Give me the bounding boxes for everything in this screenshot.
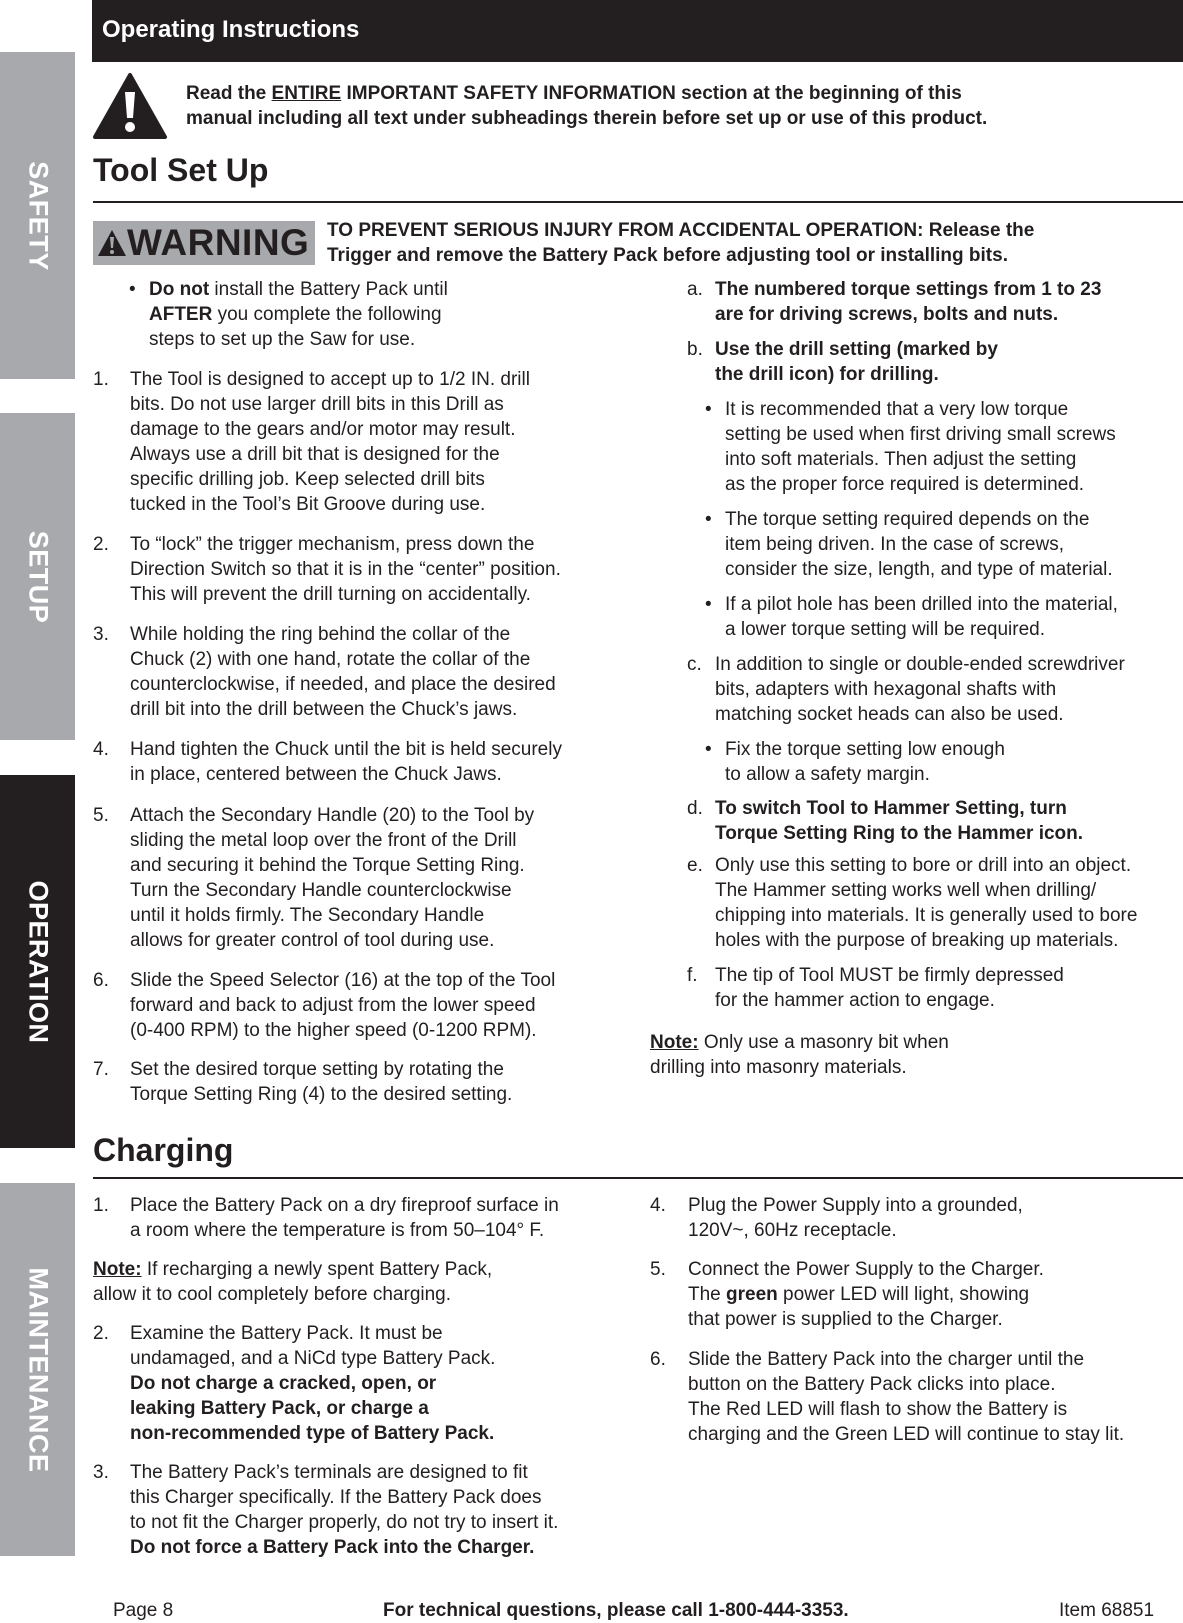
safety-notice: Read the ENTIRE IMPORTANT SAFETY INFORMATION section at the beginning of this manual including all text under subheadings therein before set up or use of this product. xyxy=(186,83,988,129)
charging-step-5: Connect the Power Supply to the Charger. The green power LED will light, showing that power is supplied to the Charger. xyxy=(688,1259,1044,1330)
step-number: 3. xyxy=(93,1462,109,1483)
sub-e: Only use this setting to bore or drill into an object. The Hammer setting works well when drilling/ chipping into materials. It is generally used to bore holes with the purpose of breaking up materials. xyxy=(715,855,1138,951)
tab-maintenance-label: MAINTENANCE xyxy=(23,1267,53,1472)
sub-b-bullet: The torque setting required depends on the item being driven. In the case of screws, consider the size, length, and type of material. xyxy=(725,509,1113,580)
step-number: 2. xyxy=(93,534,109,555)
charging-note: Note: If recharging a newly spent Battery Pack, allow it to cool completely before charging. xyxy=(93,1259,493,1305)
setup-note: Note: Only use a masonry bit when drilling into masonry materials. xyxy=(650,1032,949,1078)
sub-label: f. xyxy=(687,965,698,986)
tab-operation[interactable] xyxy=(0,775,75,1148)
tool-setup-title: Tool Set Up xyxy=(93,152,269,188)
item-number: Item 68851 xyxy=(1059,1600,1155,1621)
page-number: Page 8 xyxy=(113,1600,174,1621)
note-label: Note: xyxy=(650,1032,699,1053)
divider xyxy=(93,201,1183,203)
support-line: For technical questions, please call 1-800-444-3353. xyxy=(383,1600,849,1621)
section-header xyxy=(92,0,1183,62)
sub-label: c. xyxy=(687,654,702,675)
setup-bullet: Do not install the Battery Pack until AFTER you complete the following steps to set up the Saw for use. xyxy=(149,279,448,350)
step-1: The Tool is designed to accept up to 1/2 IN. drill bits. Do not use larger drill bits in this Drill as damage to the gears and/or motor may result. Always use a drill bit that is designed for the specific drilling job. Keep selected drill bits tucked in the Tool’s Bit Groove during use. xyxy=(130,369,530,515)
warning-badge-icon xyxy=(97,229,127,257)
tab-setup[interactable] xyxy=(0,413,75,740)
note-label: Note: xyxy=(93,1259,142,1280)
charging-step-6: Slide the Battery Pack into the charger until the button on the Battery Pack clicks into place. The Red LED will flash to show the Battery is charging and the Green LED will continue to stay lit. xyxy=(688,1349,1125,1445)
charging-step-4: Plug the Power Supply into a grounded, 120V~, 60Hz receptacle. xyxy=(688,1195,1023,1241)
warning-badge-label: WARNING xyxy=(127,222,310,263)
tab-maintenance[interactable] xyxy=(0,1183,75,1556)
step-4: Hand tighten the Chuck until the bit is held securely in place, centered between the Chuck Jaws. xyxy=(130,739,562,785)
charging-step-2: Examine the Battery Pack. It must be undamaged, and a NiCd type Battery Pack. Do not charge a cracked, open, or leaking Battery Pack, or charge a non-recommended type of Battery Pack. xyxy=(130,1323,496,1444)
sub-a: The numbered torque settings from 1 to 23 are for driving screws, bolts and nuts. xyxy=(715,279,1102,325)
divider xyxy=(93,1177,1183,1179)
tab-setup-label: SETUP xyxy=(23,530,53,623)
step-3: While holding the ring behind the collar of the Chuck (2) with one hand, rotate the collar of the counterclockwise, if needed, and place the desired drill bit into the drill between the Chuck’s jaws. xyxy=(130,624,556,720)
bullet-marker: • xyxy=(705,739,712,760)
sub-b: Use the drill setting (marked by the drill icon) for drilling. xyxy=(715,339,998,385)
step-number: 6. xyxy=(93,970,109,991)
step-number: 5. xyxy=(93,805,109,826)
warning-badge xyxy=(93,221,315,265)
step-number: 5. xyxy=(650,1259,666,1280)
step-number: 2. xyxy=(93,1323,109,1344)
sub-b-bullet: If a pilot hole has been drilled into the material, a lower torque setting will be required. xyxy=(725,594,1118,640)
tab-safety-label: SAFETY xyxy=(23,160,53,271)
charging-step-3: The Battery Pack’s terminals are designed to fit this Charger specifically. If the Battery Pack does to not fit the Charger properly, do not try to insert it. Do not force a Battery Pack into the Charger. xyxy=(130,1462,559,1558)
bullet-marker: • xyxy=(129,279,136,300)
sub-c-bullet: Fix the torque setting low enough to allow a safety margin. xyxy=(725,739,1005,785)
sub-f: The tip of Tool MUST be firmly depressed for the hammer action to engage. xyxy=(715,965,1064,1011)
sub-label: a. xyxy=(687,279,703,300)
charging-step-1: Place the Battery Pack on a dry fireproof surface in a room where the temperature is from 50–104° F. xyxy=(130,1195,559,1241)
bullet-marker: • xyxy=(705,509,712,530)
tab-safety[interactable] xyxy=(0,52,75,379)
tab-operation-label: OPERATION xyxy=(23,879,53,1044)
sub-d: To switch Tool to Hammer Setting, turn Torque Setting Ring to the Hammer icon. xyxy=(715,798,1084,844)
sub-label: d. xyxy=(687,798,703,819)
sub-label: e. xyxy=(687,855,703,876)
step-6: Slide the Speed Selector (16) at the top of the Tool forward and back to adjust from the lower speed (0-400 RPM) to the higher speed (0-1200 RPM). xyxy=(130,970,556,1041)
bullet-marker: • xyxy=(705,399,712,420)
step-7: Set the desired torque setting by rotating the Torque Setting Ring (4) to the desired setting. xyxy=(130,1059,513,1105)
warning-triangle-icon xyxy=(92,72,168,140)
step-number: 4. xyxy=(650,1195,666,1216)
sub-b-bullet: It is recommended that a very low torque setting be used when first driving small screws into soft materials. Then adjust the setting as the proper force required is determined. xyxy=(725,399,1116,495)
step-number: 1. xyxy=(93,369,109,390)
step-5: Attach the Secondary Handle (20) to the Tool by sliding the metal loop over the front of the Drill and securing it behind the Torque Setting Ring. Turn the Secondary Handle counterclockwise until it holds firmly. The Secondary Handle allows for greater control of tool during use. xyxy=(130,805,535,951)
header-title: Operating Instructions xyxy=(102,16,360,43)
step-number: 7. xyxy=(93,1059,109,1080)
step-2: To “lock” the trigger mechanism, press down the Direction Switch so that it is in the “center” position. This will prevent the drill turning on accidentally. xyxy=(130,534,561,605)
sub-c: In addition to single or double-ended screwdriver bits, adapters with hexagonal shafts with matching socket heads can also be used. xyxy=(715,654,1125,725)
step-number: 4. xyxy=(93,739,109,760)
charging-title: Charging xyxy=(93,1132,234,1168)
warning-text: TO PREVENT SERIOUS INJURY FROM ACCIDENTAL OPERATION: Release the Trigger and remove the Battery Pack before adjusting tool or installing bits. xyxy=(327,220,1035,266)
sub-label: b. xyxy=(687,339,703,360)
entire-emphasis: ENTIRE xyxy=(271,83,342,104)
step-number: 6. xyxy=(650,1349,666,1370)
step-number: 1. xyxy=(93,1195,109,1216)
bullet-marker: • xyxy=(705,594,712,615)
step-number: 3. xyxy=(93,624,109,645)
